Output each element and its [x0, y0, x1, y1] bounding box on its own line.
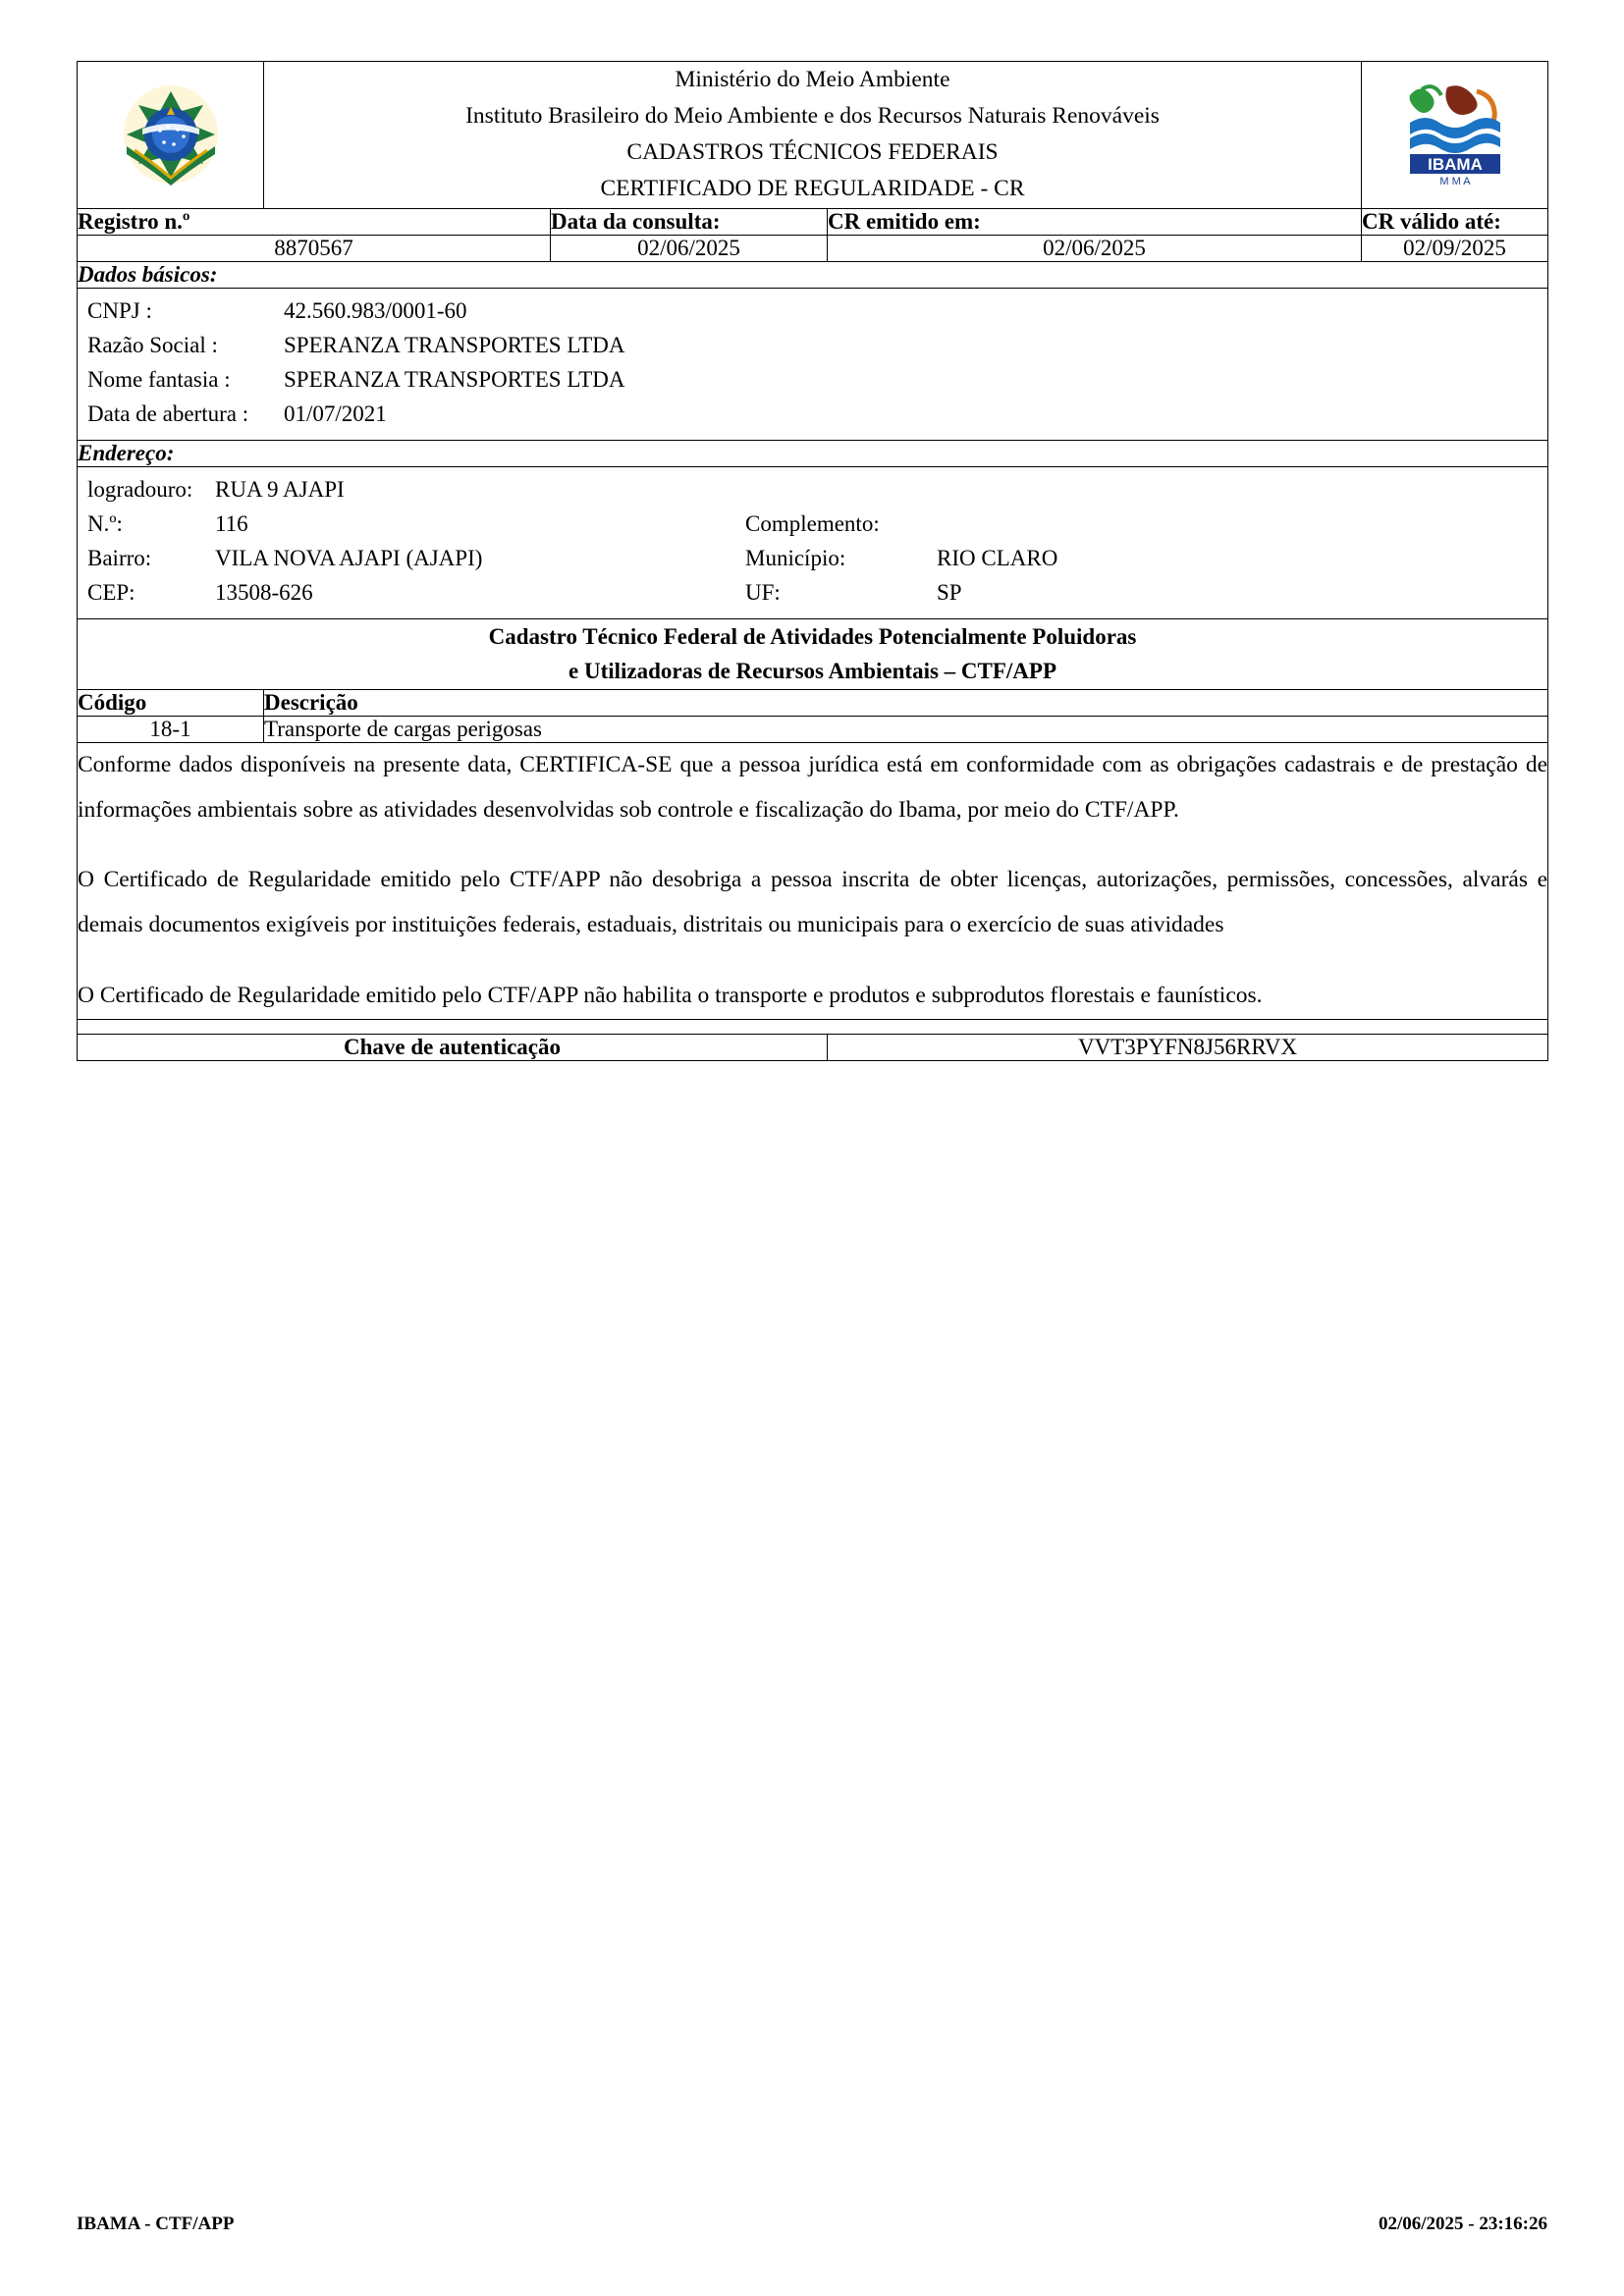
value-numero: 116: [215, 510, 248, 536]
endereco-spacer-2: [937, 473, 1547, 507]
label-cr-emitido: CR emitido em:: [828, 208, 1362, 235]
certification-text: [78, 742, 1548, 1019]
value-data-consulta: 02/06/2025: [551, 235, 828, 261]
ibama-logo-cell: [1362, 62, 1548, 209]
row-razao-social: [78, 329, 1547, 363]
col-header-codigo: Código: [78, 689, 264, 716]
ibama-logo-icon: [1396, 80, 1514, 189]
endereco-grid: [78, 473, 1547, 611]
spacer-row: [78, 1019, 1548, 1034]
footer-right: 02/06/2025 - 23:16:26: [1378, 2214, 1547, 2234]
cell-descricao: Transporte de cargas perigosas: [264, 716, 1548, 742]
label-data-consulta: Data da consulta:: [551, 208, 828, 235]
row-logradouro: [78, 473, 1547, 507]
table-row: [78, 716, 1548, 742]
value-complemento: [937, 507, 1547, 542]
ctf-header-row: [78, 689, 1548, 716]
value-bairro: VILA NOVA AJAPI (AJAPI): [215, 545, 483, 570]
registro-label-row: [78, 208, 1548, 235]
certificate-table: [77, 61, 1548, 1061]
row-cep: [78, 576, 1547, 611]
header-row: [78, 62, 1548, 209]
section-endereco: Endereço:: [78, 440, 1548, 466]
header-line-cadastros: CADASTROS TÉCNICOS FEDERAIS: [626, 139, 999, 166]
value-cr-valido: 02/09/2025: [1362, 235, 1548, 261]
ctf-title-row: [78, 618, 1548, 689]
value-data-abertura: 01/07/2021: [284, 400, 387, 426]
footer-left: IBAMA - CTF/APP: [77, 2214, 235, 2234]
header-line-institute: Instituto Brasileiro do Meio Ambiente e dos Recursos Naturais Renováveis: [465, 103, 1160, 130]
row-bairro: [78, 542, 1547, 576]
label-cr-valido: CR válido até:: [1362, 208, 1548, 235]
row-nome-fantasia: [78, 363, 1547, 398]
label-cnpj: CNPJ :: [87, 297, 152, 323]
ctf-title-line2: e Utilizadoras de Recursos Ambientais – CTF/APP: [568, 659, 1057, 684]
value-registro: 8870567: [78, 235, 551, 261]
label-numero: N.º:: [87, 510, 123, 536]
paragraph-1: Conforme dados disponíveis na presente data, CERTIFICA-SE que a pessoa jurídica está em conformidade com as obrigações cadastrais e de prestação de informações ambientais sobre as atividades desenvolvidas sob controle e fiscalização do Ibama, por meio do CTF/APP.: [78, 751, 1548, 823]
value-chave-autenticacao: VVT3PYFN8J56RRVX: [828, 1034, 1548, 1060]
label-logradouro: logradouro:: [87, 476, 193, 502]
spacer-cell: [78, 1019, 1548, 1034]
chave-row: [78, 1034, 1548, 1060]
dados-basicos-row: [78, 288, 1548, 440]
value-municipio: RIO CLARO: [937, 545, 1058, 570]
header-line-ministry: Ministério do Meio Ambiente: [675, 67, 950, 92]
brazil-coat-of-arms-icon: [113, 81, 229, 187]
paragraph-3: O Certificado de Regularidade emitido pelo CTF/APP não habilita o transporte e produtos e subprodutos florestais e faunísticos.: [78, 983, 1263, 1009]
section-dados-basicos: Dados básicos:: [78, 261, 1548, 288]
value-cr-emitido: 02/06/2025: [828, 235, 1362, 261]
paragraph-2: O Certificado de Regularidade emitido pelo CTF/APP não desobriga a pessoa inscrita de obter licenças, autorizações, permissões, concessões, alvarás e demais documentos exigíveis por instituições federais, estaduais, distritais ou municipais para o exercício de suas atividades: [78, 867, 1548, 938]
svg-text:M M A: M M A: [1438, 176, 1471, 188]
value-cnpj: 42.560.983/0001-60: [284, 297, 467, 323]
endereco-spacer-1: [745, 473, 937, 507]
value-logradouro: RUA 9 AJAPI: [215, 476, 345, 502]
header-line-certificado: CERTIFICADO DE REGULARIDADE - CR: [600, 176, 1025, 202]
dados-basicos-grid: [78, 294, 1547, 432]
coat-of-arms-cell: [78, 62, 264, 209]
label-chave-autenticacao: Chave de autenticação: [78, 1034, 828, 1060]
dados-basicos-title-row: [78, 261, 1548, 288]
dados-basicos-block: [78, 288, 1548, 440]
label-municipio: Município:: [745, 545, 846, 570]
row-cnpj: [78, 294, 1547, 329]
label-razao-social: Razão Social :: [87, 332, 218, 357]
label-uf: UF:: [745, 579, 781, 605]
header-titles: [264, 62, 1362, 209]
page-footer: [77, 2214, 1547, 2235]
endereco-title-row: [78, 440, 1548, 466]
label-data-abertura: Data de abertura :: [87, 400, 249, 426]
row-data-abertura: [78, 398, 1547, 432]
registro-value-row: [78, 235, 1548, 261]
col-header-descricao: Descrição: [264, 689, 1548, 716]
value-razao-social: SPERANZA TRANSPORTES LTDA: [284, 332, 625, 357]
label-cep: CEP:: [87, 579, 135, 605]
value-cep: 13508-626: [215, 579, 313, 605]
label-nome-fantasia: Nome fantasia :: [87, 366, 231, 392]
svg-text:IBAMA: IBAMA: [1427, 155, 1483, 175]
label-bairro: Bairro:: [87, 545, 152, 570]
value-uf: SP: [937, 579, 962, 605]
endereco-row: [78, 466, 1548, 618]
label-complemento: Complemento:: [745, 510, 880, 536]
value-nome-fantasia: SPERANZA TRANSPORTES LTDA: [284, 366, 625, 392]
endereco-block: [78, 466, 1548, 618]
body-text-row: [78, 742, 1548, 1019]
row-numero: [78, 507, 1547, 542]
ctf-title: [78, 618, 1548, 689]
cell-codigo: 18-1: [78, 716, 264, 742]
ctf-title-line1: Cadastro Técnico Federal de Atividades Potencialmente Poluidoras: [488, 623, 1137, 649]
label-registro: Registro n.º: [78, 208, 551, 235]
